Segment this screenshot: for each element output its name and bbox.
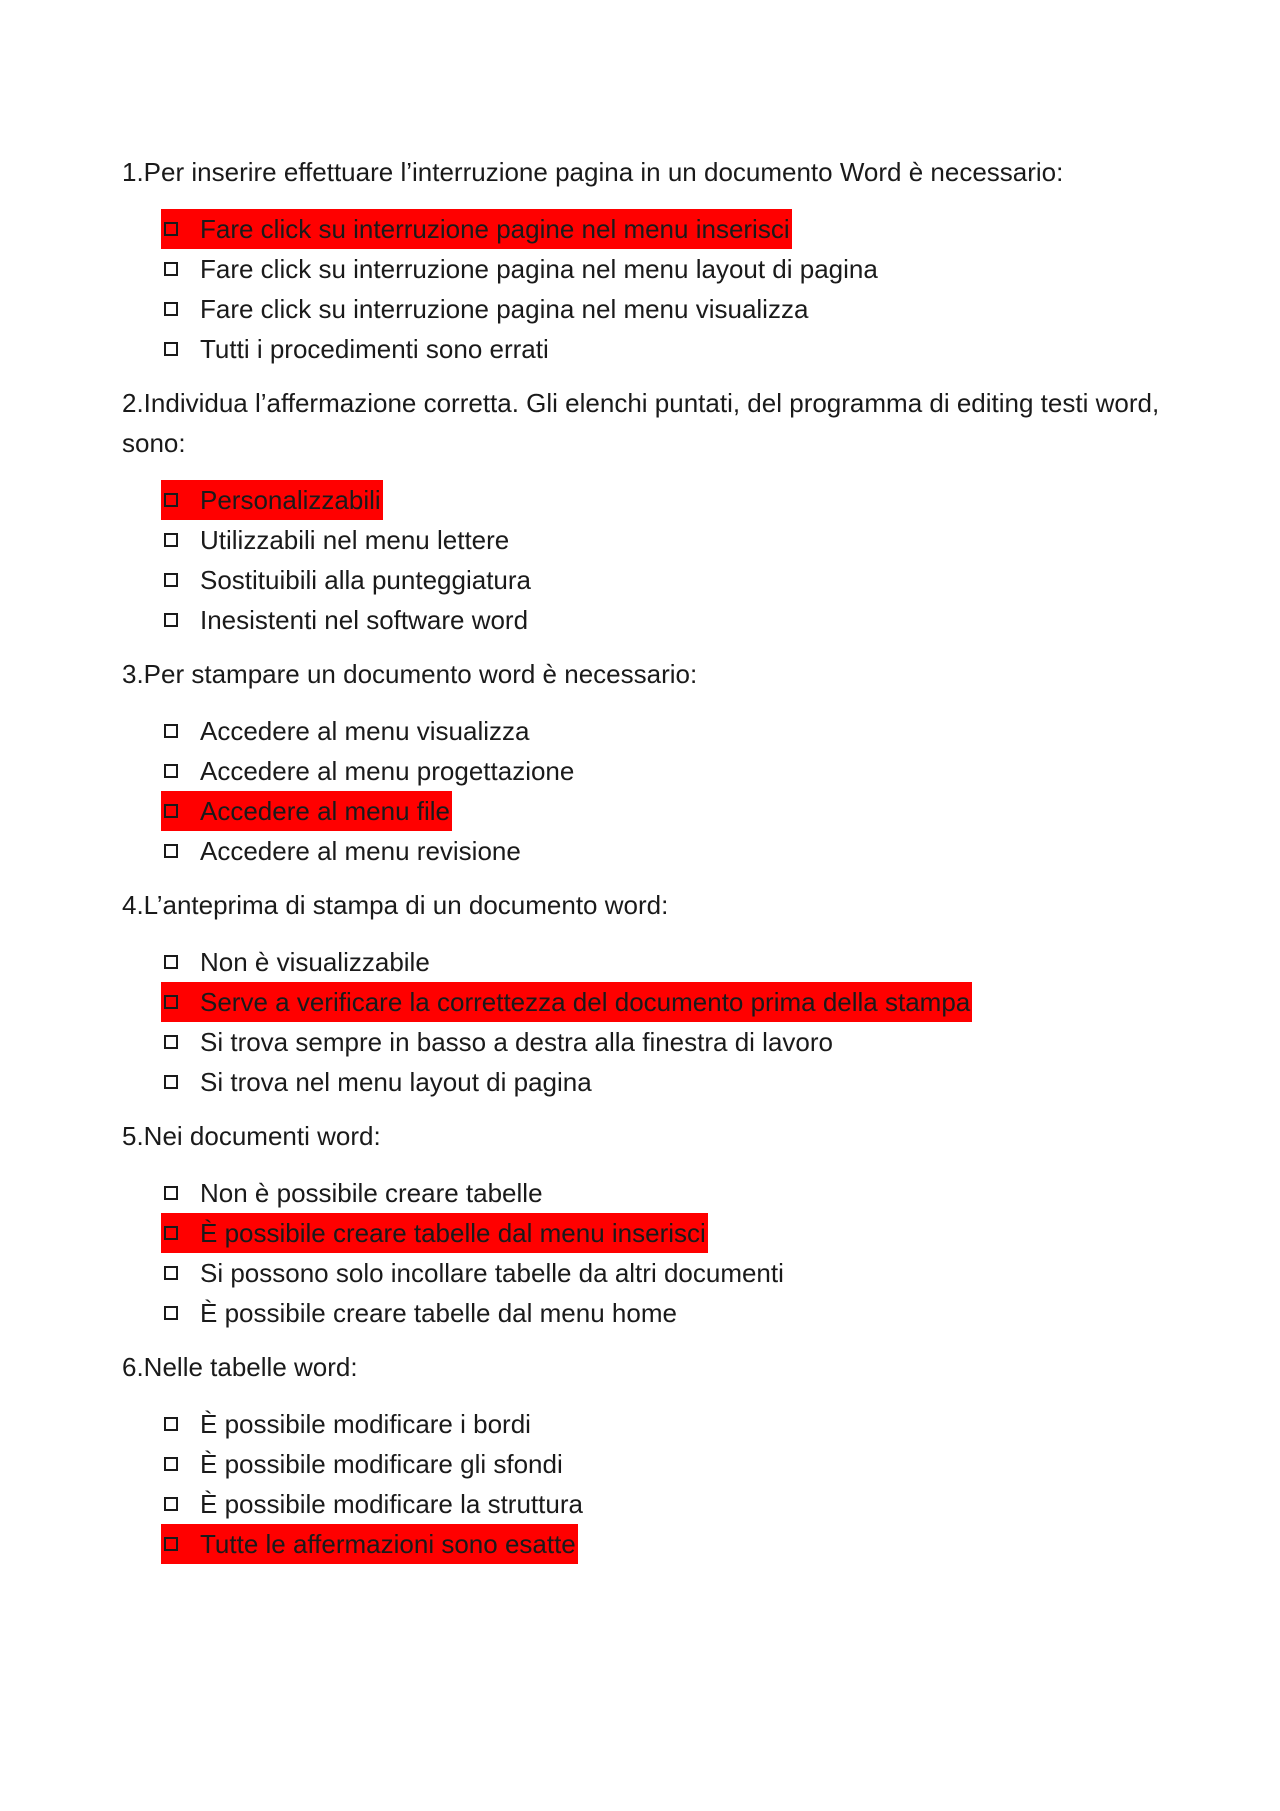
square-outline-icon bbox=[164, 1497, 178, 1511]
square-outline-icon bbox=[164, 724, 178, 738]
answer-option-highlighted bbox=[161, 209, 1162, 249]
answer-option bbox=[161, 249, 1162, 289]
square-outline-icon bbox=[164, 995, 178, 1009]
square-outline-icon bbox=[164, 1306, 178, 1320]
square-outline-icon bbox=[164, 1186, 178, 1200]
square-outline-icon bbox=[164, 493, 178, 507]
answer-label: È possibile creare tabelle dal menu inserisci bbox=[200, 1218, 706, 1248]
answer-option bbox=[161, 560, 1162, 600]
square-outline-icon bbox=[164, 1266, 178, 1280]
square-outline-icon bbox=[164, 804, 178, 818]
square-outline-icon bbox=[164, 262, 178, 276]
question-text: 4.L’anteprima di stampa di un documento word: bbox=[122, 890, 669, 920]
answer-option-highlighted bbox=[161, 1213, 1162, 1253]
answer-option-highlighted bbox=[161, 1524, 1162, 1564]
answer-option bbox=[161, 942, 1162, 982]
square-outline-icon bbox=[164, 764, 178, 778]
square-outline-icon bbox=[164, 955, 178, 969]
answer-label: È possibile modificare i bordi bbox=[200, 1409, 531, 1439]
answer-label: Non è visualizzabile bbox=[200, 947, 430, 977]
answer-option bbox=[161, 711, 1162, 751]
answer-option bbox=[161, 289, 1162, 329]
square-outline-icon bbox=[164, 1226, 178, 1240]
question-text: 5.Nei documenti word: bbox=[122, 1121, 381, 1151]
answer-option bbox=[161, 1444, 1162, 1484]
answer-label: Accedere al menu revisione bbox=[200, 836, 521, 866]
answer-list bbox=[161, 1404, 1162, 1564]
answer-label: Fare click su interruzione pagine nel menu inserisci bbox=[200, 214, 790, 244]
answer-label: Tutte le affermazioni sono esatte bbox=[200, 1529, 576, 1559]
square-outline-icon bbox=[164, 844, 178, 858]
answer-option bbox=[161, 600, 1162, 640]
answer-option-highlighted bbox=[161, 480, 1162, 520]
question-4 bbox=[122, 885, 1162, 1102]
answer-label: Tutti i procedimenti sono errati bbox=[200, 334, 549, 364]
square-outline-icon bbox=[164, 222, 178, 236]
quiz-content bbox=[122, 152, 1162, 1578]
square-outline-icon bbox=[164, 1537, 178, 1551]
answer-option bbox=[161, 329, 1162, 369]
question-3 bbox=[122, 654, 1162, 871]
answer-label: Accedere al menu visualizza bbox=[200, 716, 530, 746]
answer-label: Accedere al menu file bbox=[200, 796, 451, 826]
question-1 bbox=[122, 152, 1162, 369]
answer-label: Si trova nel menu layout di pagina bbox=[200, 1067, 592, 1097]
answer-option bbox=[161, 751, 1162, 791]
question-6 bbox=[122, 1347, 1162, 1564]
answer-label: È possibile modificare la struttura bbox=[200, 1489, 583, 1519]
square-outline-icon bbox=[164, 342, 178, 356]
answer-list bbox=[161, 942, 1162, 1102]
square-outline-icon bbox=[164, 1457, 178, 1471]
question-2 bbox=[122, 383, 1162, 640]
question-5 bbox=[122, 1116, 1162, 1333]
square-outline-icon bbox=[164, 1417, 178, 1431]
answer-label: Sostituibili alla punteggiatura bbox=[200, 565, 531, 595]
square-outline-icon bbox=[164, 613, 178, 627]
square-outline-icon bbox=[164, 533, 178, 547]
answer-option bbox=[161, 1173, 1162, 1213]
square-outline-icon bbox=[164, 1035, 178, 1049]
answer-option-highlighted bbox=[161, 982, 1162, 1022]
square-outline-icon bbox=[164, 573, 178, 587]
answer-list bbox=[161, 711, 1162, 871]
answer-option bbox=[161, 1404, 1162, 1444]
answer-label: È possibile creare tabelle dal menu home bbox=[200, 1298, 677, 1328]
answer-list bbox=[161, 209, 1162, 369]
answer-label: Si trova sempre in basso a destra alla finestra di lavoro bbox=[200, 1027, 833, 1057]
answer-option bbox=[161, 1062, 1162, 1102]
question-text: 2.Individua l’affermazione corretta. Gli elenchi puntati, del programma di editing testi word, sono: bbox=[122, 388, 1160, 458]
answer-label: Fare click su interruzione pagina nel menu visualizza bbox=[200, 294, 809, 324]
question-text: 1.Per inserire effettuare l’interruzione pagina in un documento Word è necessario: bbox=[122, 157, 1064, 187]
answer-option bbox=[161, 1293, 1162, 1333]
answer-option bbox=[161, 831, 1162, 871]
answer-label: È possibile modificare gli sfondi bbox=[200, 1449, 563, 1479]
answer-option-highlighted bbox=[161, 791, 1162, 831]
question-text: 3.Per stampare un documento word è necessario: bbox=[122, 659, 698, 689]
answer-label: Utilizzabili nel menu lettere bbox=[200, 525, 510, 555]
answer-label: Accedere al menu progettazione bbox=[200, 756, 575, 786]
square-outline-icon bbox=[164, 302, 178, 316]
question-text: 6.Nelle tabelle word: bbox=[122, 1352, 358, 1382]
answer-label: Personalizzabili bbox=[200, 485, 381, 515]
answer-label: Si possono solo incollare tabelle da altri documenti bbox=[200, 1258, 784, 1288]
square-outline-icon bbox=[164, 1075, 178, 1089]
answer-label: Non è possibile creare tabelle bbox=[200, 1178, 543, 1208]
answer-option bbox=[161, 1484, 1162, 1524]
answer-list bbox=[161, 480, 1162, 640]
answer-list bbox=[161, 1173, 1162, 1333]
answer-label: Serve a verificare la correttezza del documento prima della stampa bbox=[200, 987, 971, 1017]
answer-label: Fare click su interruzione pagina nel menu layout di pagina bbox=[200, 254, 878, 284]
answer-label: Inesistenti nel software word bbox=[200, 605, 529, 635]
answer-option bbox=[161, 520, 1162, 560]
answer-option bbox=[161, 1022, 1162, 1062]
answer-option bbox=[161, 1253, 1162, 1293]
